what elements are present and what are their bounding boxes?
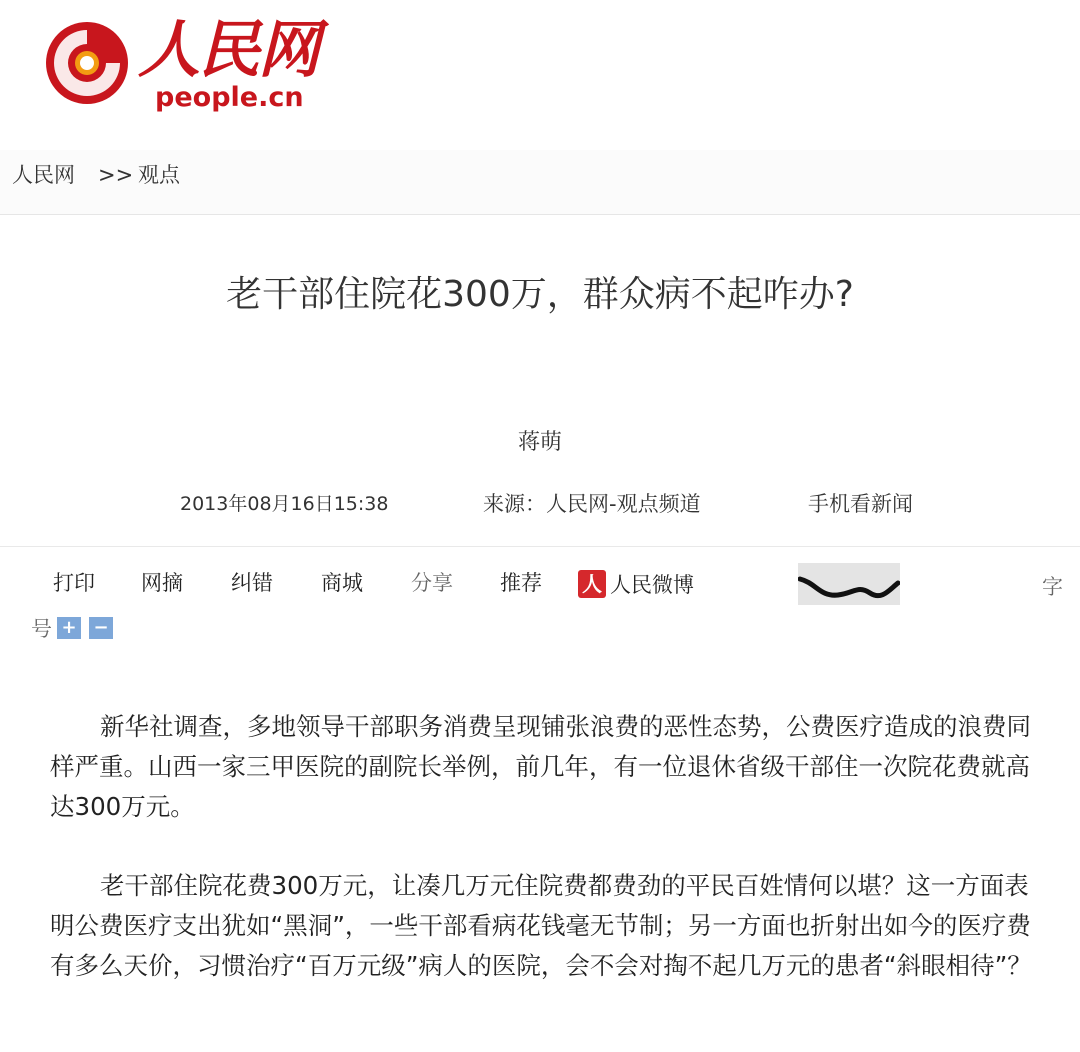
logo-wordmark-en[interactable]: people.cn — [155, 82, 304, 113]
article-paragraph: 老干部住院花费300万元，让凑几万元住院费都费劲的平民百姓情何以堪？这一方面表明公费医疗支出犹如“黑洞”，一些干部看病花钱毫无节制；另一方面也折射出如今的医疗费有多么天价，习惯治疗“百万元级”病人的医院，会不会对掏不起几万元的患者“斜眼相待”？ — [50, 871, 1032, 980]
share-link[interactable]: 分享 — [411, 571, 453, 595]
article-title: 老干部住院花300万，群众病不起咋办? — [226, 274, 854, 315]
font-size-label-cont: 号 — [31, 617, 52, 641]
breadcrumb — [0, 150, 1080, 215]
article-source-link[interactable]: 来源：人民网-观点频道 — [483, 492, 701, 516]
print-link[interactable]: 打印 — [53, 571, 95, 595]
recommend-link[interactable]: 推荐 — [500, 571, 542, 595]
mobile-news-link[interactable]: 手机看新闻 — [808, 492, 913, 516]
breadcrumb-separator: >> — [98, 163, 134, 187]
weibo-icon: 人 — [578, 570, 606, 598]
redacted-image — [798, 563, 900, 605]
font-decrease-button[interactable]: − — [89, 617, 113, 639]
font-size-label: 字 — [1042, 575, 1063, 599]
digest-link[interactable]: 网摘 — [141, 571, 183, 595]
breadcrumb-section-link[interactable]: 观点 — [138, 163, 180, 187]
correction-link[interactable]: 纠错 — [231, 571, 273, 595]
site-header — [0, 0, 1080, 150]
logo-wordmark-cn[interactable]: 人民网 — [138, 13, 319, 86]
article-paragraph: 新华社调查，多地领导干部职务消费呈现铺张浪费的恶性态势，公费医疗造成的浪费同样严重。山西一家三甲医院的副院长举例，前几年，有一位退休省级干部住一次院花费就高达300万元。 — [50, 712, 1031, 821]
font-increase-button[interactable]: + — [57, 617, 81, 639]
mall-link[interactable]: 商城 — [321, 571, 363, 595]
weibo-label: 人民微博 — [610, 573, 694, 597]
breadcrumb-home-link[interactable]: 人民网 — [12, 163, 75, 187]
article-author: 蒋萌 — [517, 430, 562, 455]
people-weibo-link[interactable] — [578, 569, 694, 599]
people-logo-icon[interactable] — [44, 20, 130, 106]
divider — [0, 546, 1080, 547]
article-date: 2013年08月16日15:38 — [180, 493, 389, 515]
